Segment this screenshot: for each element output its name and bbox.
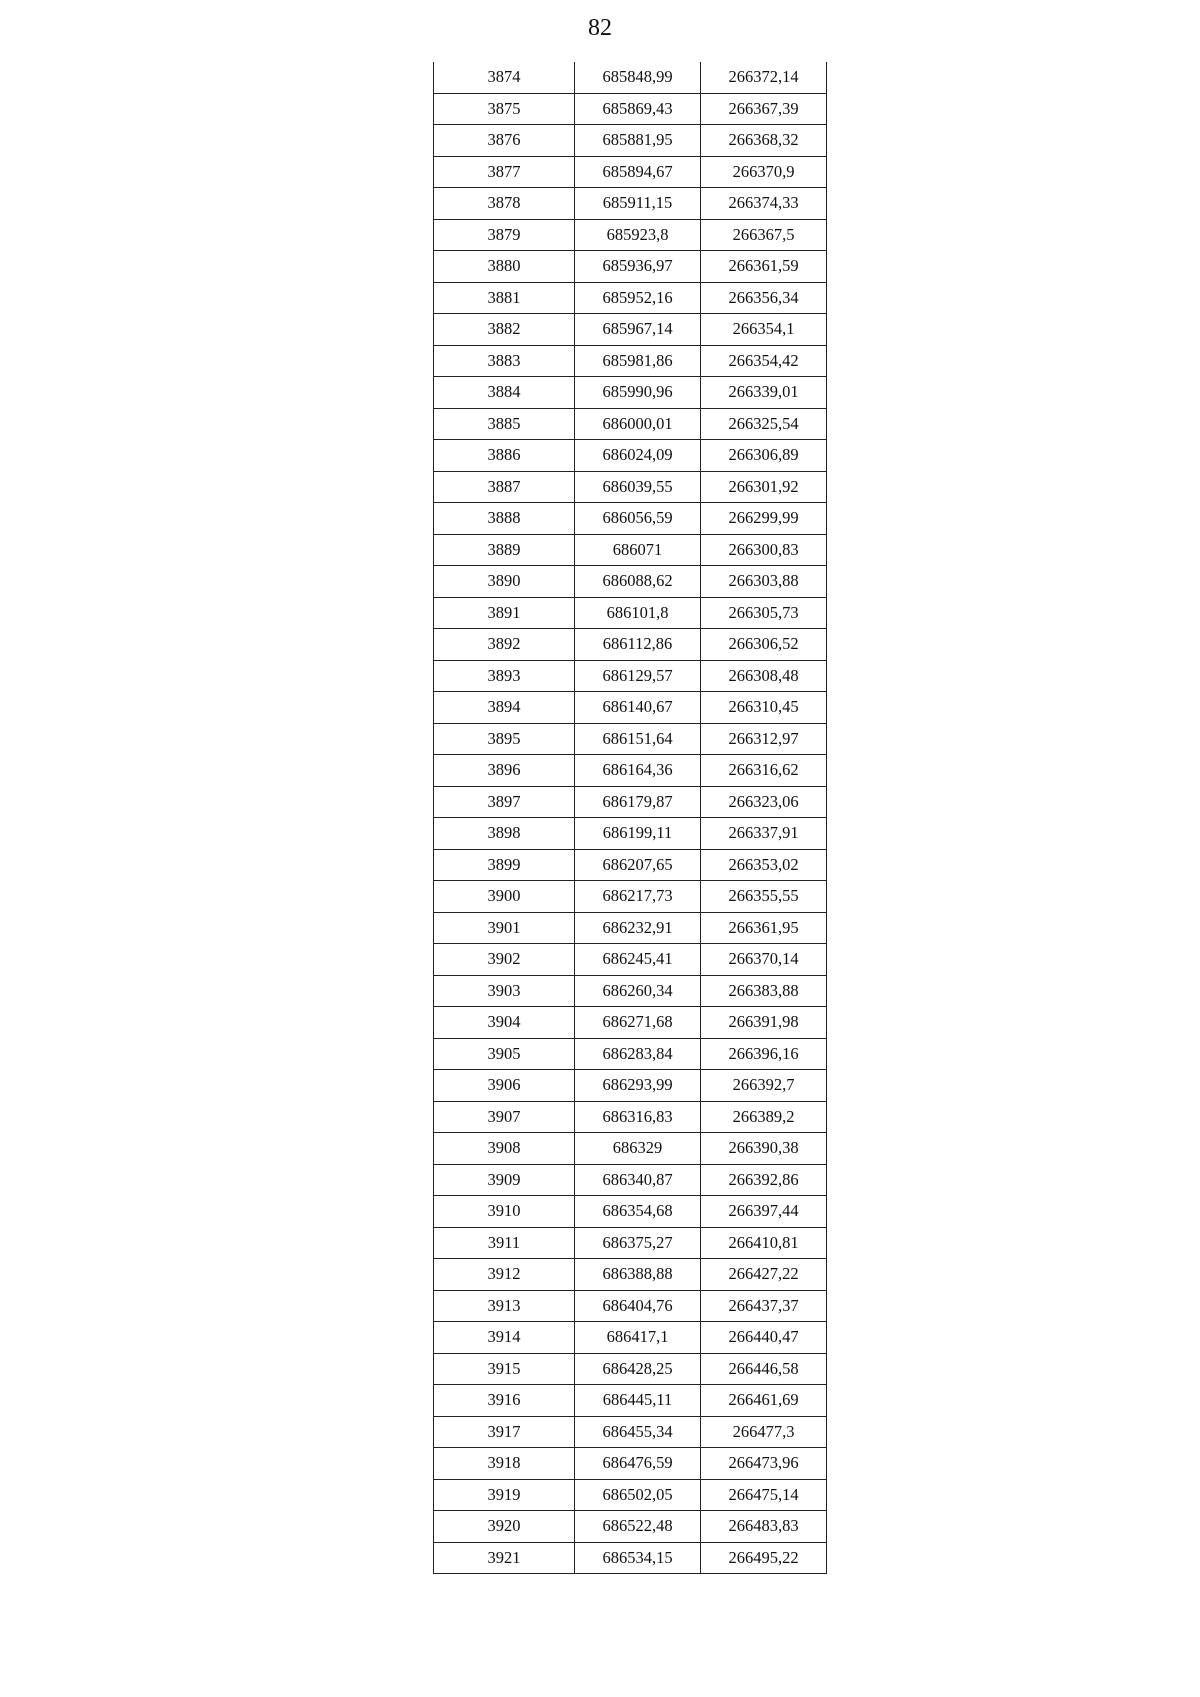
point-number-cell: 3903 — [434, 975, 575, 1007]
point-number-cell: 3883 — [434, 345, 575, 377]
y-coordinate-cell: 266305,73 — [701, 597, 827, 629]
table-row — [434, 251, 827, 283]
y-coordinate-cell: 266446,58 — [701, 1353, 827, 1385]
x-coordinate-cell: 686316,83 — [575, 1101, 701, 1133]
point-number-cell: 3904 — [434, 1007, 575, 1039]
point-number-cell: 3891 — [434, 597, 575, 629]
point-number-cell: 3913 — [434, 1290, 575, 1322]
table-row — [434, 1385, 827, 1417]
point-number-cell: 3888 — [434, 503, 575, 535]
point-number-cell: 3890 — [434, 566, 575, 598]
table-row — [434, 125, 827, 157]
table-row — [434, 1290, 827, 1322]
table-row — [434, 723, 827, 755]
table-row — [434, 881, 827, 913]
y-coordinate-cell: 266337,91 — [701, 818, 827, 850]
table-row — [434, 1448, 827, 1480]
x-coordinate-cell: 686293,99 — [575, 1070, 701, 1102]
table-row — [434, 755, 827, 787]
point-number-cell: 3906 — [434, 1070, 575, 1102]
y-coordinate-cell: 266312,97 — [701, 723, 827, 755]
table-row — [434, 188, 827, 220]
table-row — [434, 1070, 827, 1102]
table-row — [434, 62, 827, 93]
table-row — [434, 1038, 827, 1070]
point-number-cell: 3895 — [434, 723, 575, 755]
point-number-cell: 3921 — [434, 1542, 575, 1574]
table-row — [434, 660, 827, 692]
y-coordinate-cell: 266303,88 — [701, 566, 827, 598]
point-number-cell: 3882 — [434, 314, 575, 346]
x-coordinate-cell: 686534,15 — [575, 1542, 701, 1574]
point-number-cell: 3909 — [434, 1164, 575, 1196]
x-coordinate-cell: 686129,57 — [575, 660, 701, 692]
point-number-cell: 3900 — [434, 881, 575, 913]
x-coordinate-cell: 686375,27 — [575, 1227, 701, 1259]
x-coordinate-cell: 686039,55 — [575, 471, 701, 503]
table-row — [434, 219, 827, 251]
point-number-cell: 3874 — [434, 62, 575, 93]
table-row — [434, 93, 827, 125]
y-coordinate-cell: 266306,52 — [701, 629, 827, 661]
y-coordinate-cell: 266370,14 — [701, 944, 827, 976]
point-number-cell: 3901 — [434, 912, 575, 944]
point-number-cell: 3894 — [434, 692, 575, 724]
x-coordinate-cell: 686522,48 — [575, 1511, 701, 1543]
y-coordinate-cell: 266356,34 — [701, 282, 827, 314]
x-coordinate-cell: 686476,59 — [575, 1448, 701, 1480]
point-number-cell: 3914 — [434, 1322, 575, 1354]
x-coordinate-cell: 686283,84 — [575, 1038, 701, 1070]
point-number-cell: 3917 — [434, 1416, 575, 1448]
x-coordinate-cell: 685848,99 — [575, 62, 701, 93]
point-number-cell: 3919 — [434, 1479, 575, 1511]
y-coordinate-cell: 266367,39 — [701, 93, 827, 125]
y-coordinate-cell: 266475,14 — [701, 1479, 827, 1511]
x-coordinate-cell: 685990,96 — [575, 377, 701, 409]
point-number-cell: 3887 — [434, 471, 575, 503]
y-coordinate-cell: 266372,14 — [701, 62, 827, 93]
table-row — [434, 1259, 827, 1291]
x-coordinate-cell: 685923,8 — [575, 219, 701, 251]
y-coordinate-cell: 266390,38 — [701, 1133, 827, 1165]
x-coordinate-cell: 686245,41 — [575, 944, 701, 976]
point-number-cell: 3886 — [434, 440, 575, 472]
x-coordinate-cell: 686179,87 — [575, 786, 701, 818]
y-coordinate-cell: 266461,69 — [701, 1385, 827, 1417]
x-coordinate-cell: 686199,11 — [575, 818, 701, 850]
y-coordinate-cell: 266391,98 — [701, 1007, 827, 1039]
point-number-cell: 3875 — [434, 93, 575, 125]
point-number-cell: 3877 — [434, 156, 575, 188]
y-coordinate-cell: 266353,02 — [701, 849, 827, 881]
point-number-cell: 3911 — [434, 1227, 575, 1259]
y-coordinate-cell: 266323,06 — [701, 786, 827, 818]
table-row — [434, 818, 827, 850]
table-row — [434, 440, 827, 472]
table-row — [434, 408, 827, 440]
coordinates-table-body — [434, 62, 827, 1574]
point-number-cell: 3905 — [434, 1038, 575, 1070]
point-number-cell: 3916 — [434, 1385, 575, 1417]
point-number-cell: 3899 — [434, 849, 575, 881]
x-coordinate-cell: 685894,67 — [575, 156, 701, 188]
table-row — [434, 1416, 827, 1448]
table-row — [434, 534, 827, 566]
coordinates-table — [433, 62, 827, 1574]
y-coordinate-cell: 266473,96 — [701, 1448, 827, 1480]
x-coordinate-cell: 686354,68 — [575, 1196, 701, 1228]
point-number-cell: 3892 — [434, 629, 575, 661]
point-number-cell: 3897 — [434, 786, 575, 818]
x-coordinate-cell: 686207,65 — [575, 849, 701, 881]
point-number-cell: 3879 — [434, 219, 575, 251]
x-coordinate-cell: 686502,05 — [575, 1479, 701, 1511]
table-row — [434, 1007, 827, 1039]
x-coordinate-cell: 685981,86 — [575, 345, 701, 377]
y-coordinate-cell: 266392,86 — [701, 1164, 827, 1196]
point-number-cell: 3908 — [434, 1133, 575, 1165]
x-coordinate-cell: 685869,43 — [575, 93, 701, 125]
point-number-cell: 3915 — [434, 1353, 575, 1385]
table-row — [434, 1353, 827, 1385]
x-coordinate-cell: 686388,88 — [575, 1259, 701, 1291]
point-number-cell: 3876 — [434, 125, 575, 157]
table-row — [434, 1542, 827, 1574]
y-coordinate-cell: 266306,89 — [701, 440, 827, 472]
y-coordinate-cell: 266477,3 — [701, 1416, 827, 1448]
y-coordinate-cell: 266427,22 — [701, 1259, 827, 1291]
y-coordinate-cell: 266316,62 — [701, 755, 827, 787]
x-coordinate-cell: 686445,11 — [575, 1385, 701, 1417]
x-coordinate-cell: 686217,73 — [575, 881, 701, 913]
x-coordinate-cell: 685936,97 — [575, 251, 701, 283]
table-row — [434, 1133, 827, 1165]
y-coordinate-cell: 266383,88 — [701, 975, 827, 1007]
x-coordinate-cell: 686340,87 — [575, 1164, 701, 1196]
x-coordinate-cell: 686232,91 — [575, 912, 701, 944]
table-row — [434, 944, 827, 976]
table-row — [434, 1322, 827, 1354]
point-number-cell: 3881 — [434, 282, 575, 314]
table-row — [434, 1227, 827, 1259]
point-number-cell: 3920 — [434, 1511, 575, 1543]
x-coordinate-cell: 686056,59 — [575, 503, 701, 535]
x-coordinate-cell: 686024,09 — [575, 440, 701, 472]
y-coordinate-cell: 266396,16 — [701, 1038, 827, 1070]
x-coordinate-cell: 686260,34 — [575, 975, 701, 1007]
x-coordinate-cell: 686000,01 — [575, 408, 701, 440]
x-coordinate-cell: 686455,34 — [575, 1416, 701, 1448]
point-number-cell: 3880 — [434, 251, 575, 283]
table-row — [434, 345, 827, 377]
table-row — [434, 566, 827, 598]
point-number-cell: 3885 — [434, 408, 575, 440]
y-coordinate-cell: 266325,54 — [701, 408, 827, 440]
y-coordinate-cell: 266410,81 — [701, 1227, 827, 1259]
table-row — [434, 629, 827, 661]
x-coordinate-cell: 685911,15 — [575, 188, 701, 220]
point-number-cell: 3918 — [434, 1448, 575, 1480]
table-row — [434, 377, 827, 409]
y-coordinate-cell: 266370,9 — [701, 156, 827, 188]
table-row — [434, 314, 827, 346]
point-number-cell: 3902 — [434, 944, 575, 976]
table-row — [434, 1101, 827, 1133]
x-coordinate-cell: 686164,36 — [575, 755, 701, 787]
x-coordinate-cell: 686101,8 — [575, 597, 701, 629]
table-row — [434, 156, 827, 188]
table-row — [434, 282, 827, 314]
y-coordinate-cell: 266361,59 — [701, 251, 827, 283]
table-row — [434, 1196, 827, 1228]
x-coordinate-cell: 686271,68 — [575, 1007, 701, 1039]
x-coordinate-cell: 686329 — [575, 1133, 701, 1165]
y-coordinate-cell: 266354,1 — [701, 314, 827, 346]
point-number-cell: 3893 — [434, 660, 575, 692]
y-coordinate-cell: 266495,22 — [701, 1542, 827, 1574]
table-row — [434, 1479, 827, 1511]
y-coordinate-cell: 266389,2 — [701, 1101, 827, 1133]
table-row — [434, 471, 827, 503]
y-coordinate-cell: 266440,47 — [701, 1322, 827, 1354]
y-coordinate-cell: 266397,44 — [701, 1196, 827, 1228]
x-coordinate-cell: 685952,16 — [575, 282, 701, 314]
x-coordinate-cell: 686088,62 — [575, 566, 701, 598]
y-coordinate-cell: 266437,37 — [701, 1290, 827, 1322]
x-coordinate-cell: 686071 — [575, 534, 701, 566]
point-number-cell: 3912 — [434, 1259, 575, 1291]
point-number-cell: 3907 — [434, 1101, 575, 1133]
point-number-cell: 3910 — [434, 1196, 575, 1228]
table-row — [434, 975, 827, 1007]
y-coordinate-cell: 266308,48 — [701, 660, 827, 692]
y-coordinate-cell: 266355,55 — [701, 881, 827, 913]
y-coordinate-cell: 266339,01 — [701, 377, 827, 409]
y-coordinate-cell: 266392,7 — [701, 1070, 827, 1102]
y-coordinate-cell: 266368,32 — [701, 125, 827, 157]
table-row — [434, 1511, 827, 1543]
table-row — [434, 692, 827, 724]
point-number-cell: 3898 — [434, 818, 575, 850]
y-coordinate-cell: 266367,5 — [701, 219, 827, 251]
y-coordinate-cell: 266354,42 — [701, 345, 827, 377]
y-coordinate-cell: 266299,99 — [701, 503, 827, 535]
x-coordinate-cell: 686404,76 — [575, 1290, 701, 1322]
table-row — [434, 786, 827, 818]
y-coordinate-cell: 266301,92 — [701, 471, 827, 503]
x-coordinate-cell: 686428,25 — [575, 1353, 701, 1385]
x-coordinate-cell: 686151,64 — [575, 723, 701, 755]
table-row — [434, 503, 827, 535]
point-number-cell: 3889 — [434, 534, 575, 566]
table-row — [434, 912, 827, 944]
x-coordinate-cell: 685967,14 — [575, 314, 701, 346]
y-coordinate-cell: 266483,83 — [701, 1511, 827, 1543]
point-number-cell: 3896 — [434, 755, 575, 787]
x-coordinate-cell: 685881,95 — [575, 125, 701, 157]
x-coordinate-cell: 686417,1 — [575, 1322, 701, 1354]
page-number: 82 — [588, 15, 612, 41]
table-row — [434, 597, 827, 629]
x-coordinate-cell: 686112,86 — [575, 629, 701, 661]
table-row — [434, 1164, 827, 1196]
y-coordinate-cell: 266361,95 — [701, 912, 827, 944]
table-row — [434, 849, 827, 881]
point-number-cell: 3878 — [434, 188, 575, 220]
point-number-cell: 3884 — [434, 377, 575, 409]
x-coordinate-cell: 686140,67 — [575, 692, 701, 724]
y-coordinate-cell: 266374,33 — [701, 188, 827, 220]
y-coordinate-cell: 266310,45 — [701, 692, 827, 724]
y-coordinate-cell: 266300,83 — [701, 534, 827, 566]
